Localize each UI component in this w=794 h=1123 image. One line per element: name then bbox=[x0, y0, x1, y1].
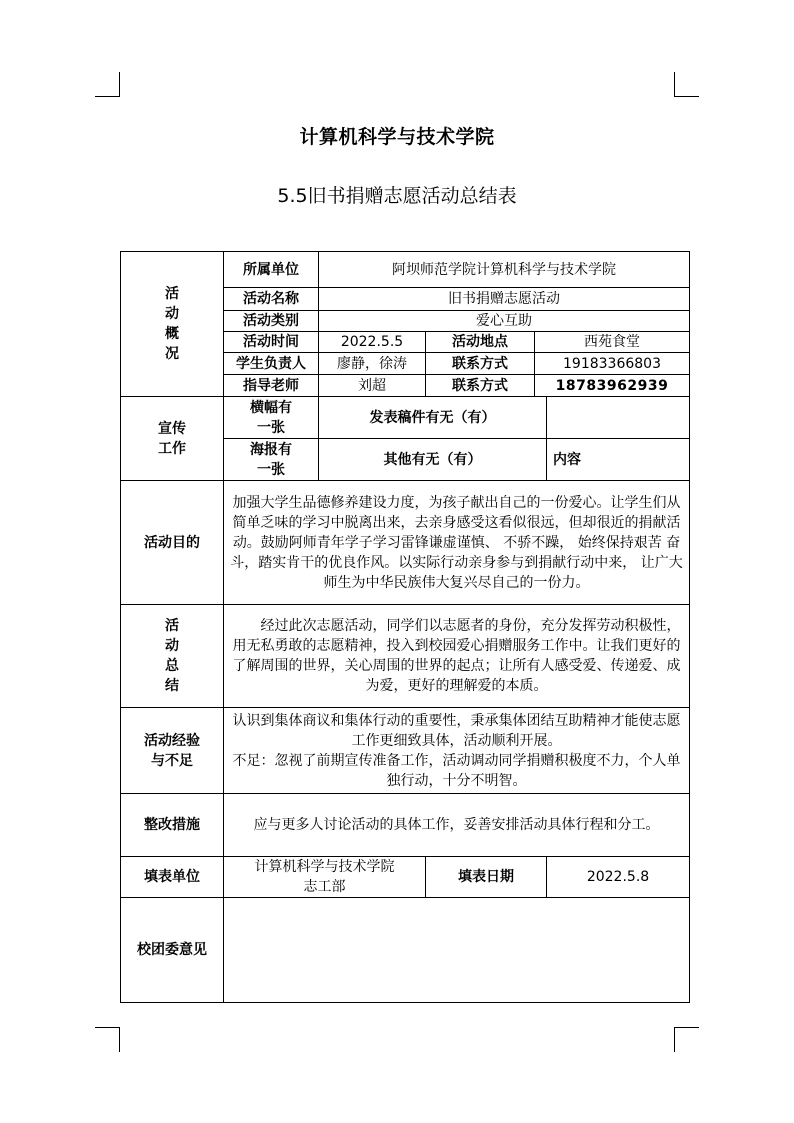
activity-type-value: 爱心互助 bbox=[319, 311, 690, 332]
experience-label: 活动经验 与不足 bbox=[121, 708, 224, 794]
experience-lesson: 认识到集体商议和集体行动的重要性，秉承集体团结互助精神才能使志愿工作更细致具体，活动顺利开展。 bbox=[232, 712, 681, 749]
crop-mark-top-right-h bbox=[674, 96, 699, 97]
crop-mark-top-right-v bbox=[674, 72, 675, 97]
committee-opinion-label: 校团委意见 bbox=[121, 898, 224, 1003]
purpose-text: 加强大学生品德修养建设力度，为孩子献出自己的一份爱心。让学生们从简单乏味的学习中脱离出来，去亲身感受这看似很远，但却很近的捐献活动。鼓励阿师青年学子学习雷锋谦虚谨慎、 不骄不躁， 始终保持艰苦 奋斗，踏实肯干的优良作风。以实际行动亲身参与到捐献行动中来， 让广大师生为中华民族伟大复兴尽自己的一份力。 bbox=[224, 481, 690, 605]
filing-date-value: 2022.5.8 bbox=[547, 857, 690, 898]
unit-value: 阿坝师范学院计算机科学与技术学院 bbox=[319, 252, 690, 288]
teacher-label: 指导老师 bbox=[224, 375, 319, 397]
summary-label: 活 动 总 结 bbox=[121, 605, 224, 708]
student-leader-value: 廖静，徐涛 bbox=[319, 353, 426, 375]
report-title: 5.5旧书捐赠志愿活动总结表 bbox=[277, 185, 517, 207]
filing-unit-value: 计算机科学与技术学院 志工部 bbox=[224, 857, 426, 898]
article-value bbox=[547, 397, 690, 439]
experience-text bbox=[224, 708, 690, 794]
leader-contact-value: 19183366803 bbox=[535, 353, 690, 375]
activity-place-value: 西苑食堂 bbox=[535, 332, 690, 353]
banner-label: 横幅有 一张 bbox=[224, 397, 319, 439]
activity-time-label: 活动时间 bbox=[224, 332, 319, 353]
activity-place-label: 活动地点 bbox=[426, 332, 535, 353]
crop-mark-top-left-h bbox=[95, 96, 120, 97]
committee-opinion-value[interactable] bbox=[224, 898, 690, 1003]
leader-contact-label: 联系方式 bbox=[426, 353, 535, 375]
experience-shortcoming: 不足：忽视了前期宣传准备工作，活动调动同学捐赠积极度不力，个人单独行动，十分不明智。 bbox=[232, 752, 681, 789]
crop-mark-bottom-right-h bbox=[674, 1027, 699, 1028]
student-leader-label: 学生负责人 bbox=[224, 353, 319, 375]
activity-type-label: 活动类别 bbox=[224, 311, 319, 332]
content-label: 内容 bbox=[547, 439, 690, 481]
article-label: 发表稿件有无（有） bbox=[319, 397, 547, 439]
improvement-text: 应与更多人讨论活动的具体工作，妥善安排活动具体行程和分工。 bbox=[224, 794, 690, 857]
publicity-section-label: 宣传 工作 bbox=[121, 397, 224, 481]
improvement-label: 整改措施 bbox=[121, 794, 224, 857]
other-label: 其他有无（有） bbox=[319, 439, 547, 481]
teacher-contact-label: 联系方式 bbox=[426, 375, 535, 397]
activity-name-value: 旧书捐赠志愿活动 bbox=[319, 288, 690, 311]
activity-name-label: 活动名称 bbox=[224, 288, 319, 311]
teacher-value: 刘超 bbox=[319, 375, 426, 397]
crop-mark-top-left-v bbox=[119, 72, 120, 97]
teacher-contact-value: 18783962939 bbox=[535, 375, 690, 397]
crop-mark-bottom-left-v bbox=[119, 1027, 120, 1052]
filing-date-label: 填表日期 bbox=[426, 857, 547, 898]
summary-paragraph: 经过此次志愿活动，同学们以志愿者的身份，充分发挥劳动积极性，用无私勇敢的志愿精神，投入到校园爱心捐赠服务工作中。让我们更好的了解周围的世界，关心周围的世界的起点；让所有人感受爱、传递爱、成为爱，更好的理解爱的本质。 bbox=[232, 618, 681, 694]
activity-time-value: 2022.5.5 bbox=[319, 332, 426, 353]
purpose-label: 活动目的 bbox=[121, 481, 224, 605]
summary-text bbox=[224, 605, 690, 708]
college-title: 计算机科学与技术学院 bbox=[299, 126, 495, 148]
crop-mark-bottom-left-h bbox=[95, 1027, 120, 1028]
poster-label: 海报有 一张 bbox=[224, 439, 319, 481]
unit-label: 所属单位 bbox=[224, 252, 319, 288]
overview-section-label: 活 动 概 况 bbox=[121, 252, 224, 397]
summary-form-table bbox=[120, 251, 690, 1003]
crop-mark-bottom-right-v bbox=[674, 1027, 675, 1052]
filing-unit-label: 填表单位 bbox=[121, 857, 224, 898]
